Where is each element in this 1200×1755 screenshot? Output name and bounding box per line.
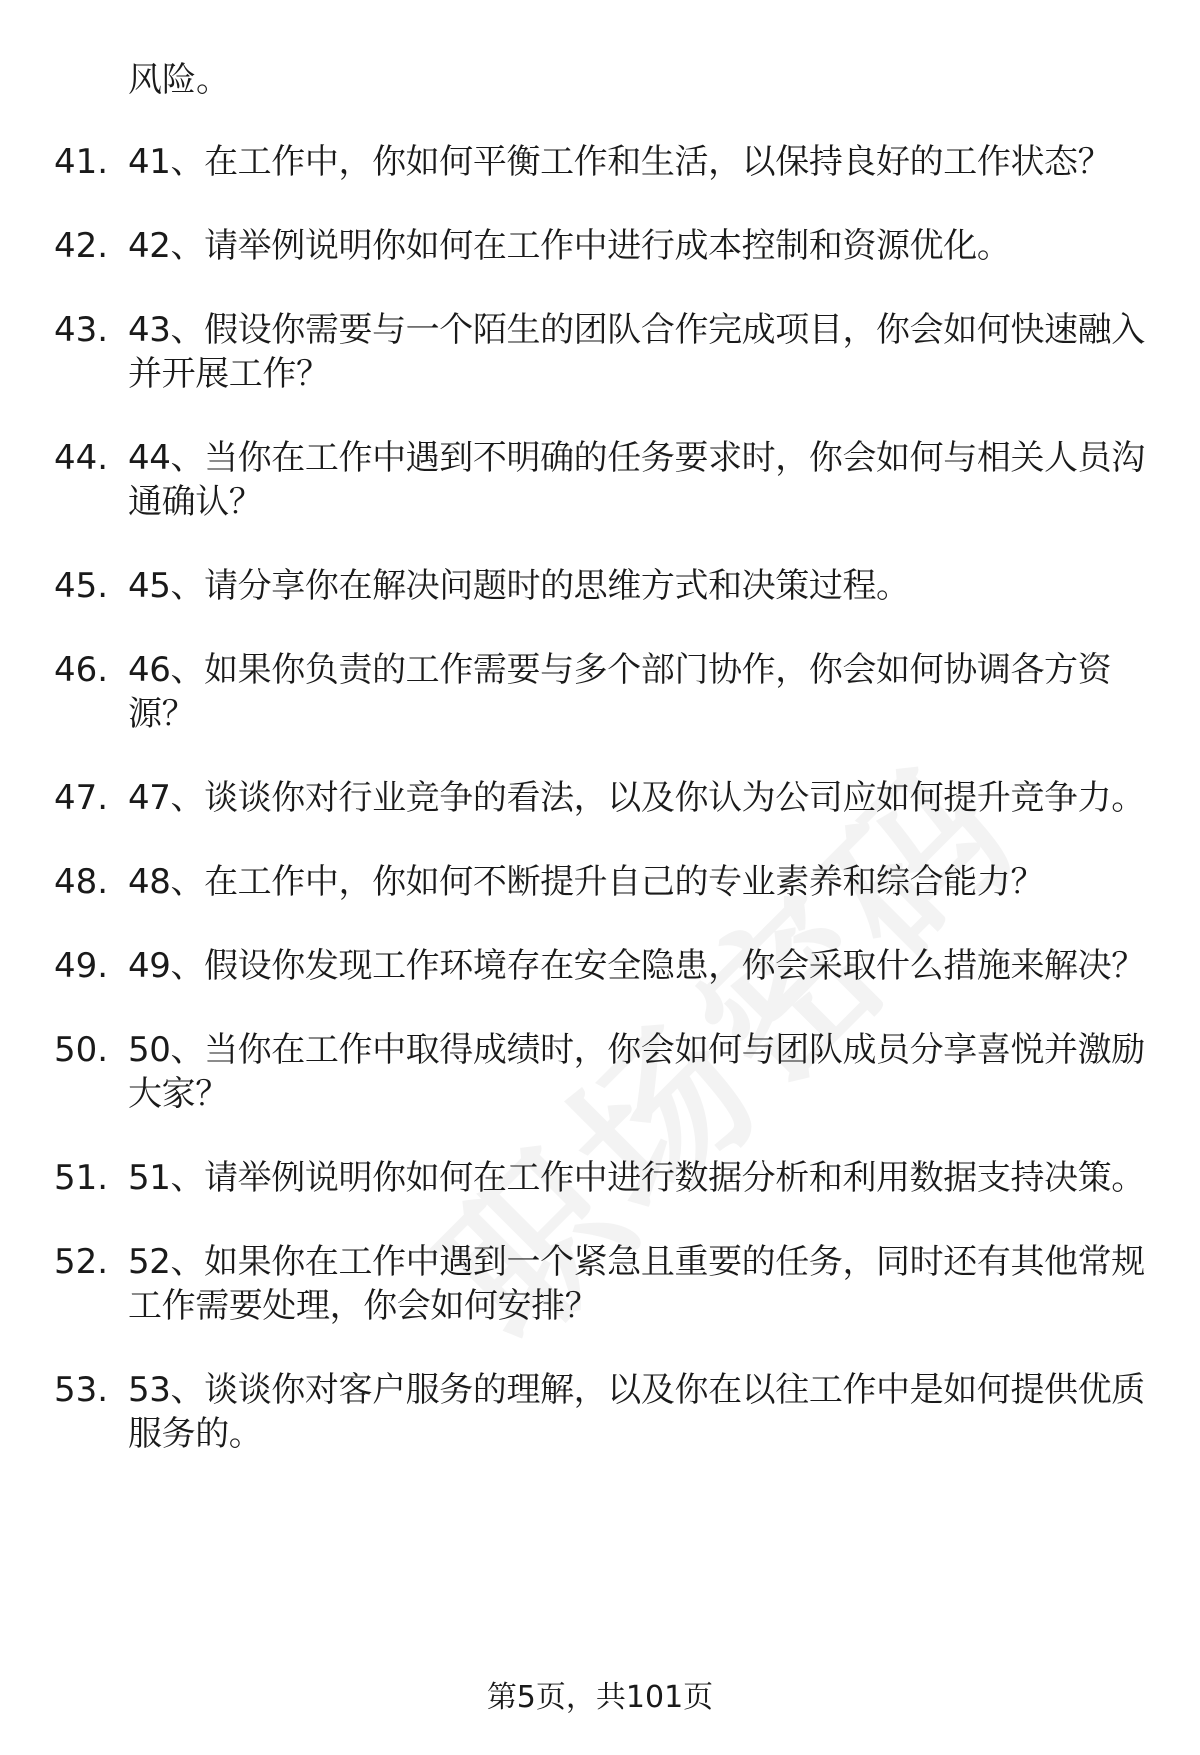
question-number: 46. bbox=[54, 650, 109, 690]
question-item bbox=[54, 860, 1154, 904]
question-item bbox=[54, 648, 1154, 736]
question-item bbox=[54, 1240, 1154, 1328]
question-number: 49. bbox=[54, 946, 109, 986]
question-text: 50、当你在工作中取得成绩时，你会如何与团队成员分享喜悦并激励大家？ bbox=[128, 1030, 1145, 1114]
question-text: 42、请举例说明你如何在工作中进行成本控制和资源优化。 bbox=[128, 226, 1011, 266]
question-item bbox=[54, 436, 1154, 524]
question-number: 45. bbox=[54, 566, 109, 606]
question-text: 47、谈谈你对行业竞争的看法，以及你认为公司应如何提升竞争力。 bbox=[128, 778, 1145, 818]
question-text: 44、当你在工作中遇到不明确的任务要求时，你会如何与相关人员沟通确认？ bbox=[128, 438, 1145, 522]
question-text: 43、假设你需要与一个陌生的团队合作完成项目，你会如何快速融入并开展工作？ bbox=[128, 310, 1145, 394]
question-text: 52、如果你在工作中遇到一个紧急且重要的任务，同时还有其他常规工作需要处理，你会如何安排？ bbox=[128, 1242, 1145, 1326]
question-number: 44. bbox=[54, 438, 109, 478]
continuation-text: 风险。 bbox=[128, 60, 230, 100]
question-number: 42. bbox=[54, 226, 109, 266]
question-item bbox=[54, 776, 1154, 820]
page-footer: 第5页，共101页 bbox=[486, 1680, 714, 1715]
question-number: 52. bbox=[54, 1242, 109, 1282]
question-item bbox=[54, 1368, 1154, 1456]
question-item bbox=[54, 1156, 1154, 1200]
question-text: 51、请举例说明你如何在工作中进行数据分析和利用数据支持决策。 bbox=[128, 1158, 1145, 1198]
question-number: 41. bbox=[54, 142, 109, 182]
question-number: 51. bbox=[54, 1158, 109, 1198]
question-item bbox=[54, 1028, 1154, 1116]
question-text: 49、假设你发现工作环境存在安全隐患，你会采取什么措施来解决？ bbox=[128, 946, 1145, 986]
question-item bbox=[54, 944, 1154, 988]
question-number: 47. bbox=[54, 778, 109, 818]
question-item bbox=[54, 308, 1154, 396]
question-text: 48、在工作中，你如何不断提升自己的专业素养和综合能力？ bbox=[128, 862, 1045, 902]
question-number: 53. bbox=[54, 1370, 109, 1410]
question-item bbox=[54, 564, 1154, 608]
question-text: 41、在工作中，你如何平衡工作和生活，以保持良好的工作状态？ bbox=[128, 142, 1112, 182]
question-text: 53、谈谈你对客户服务的理解，以及你在以往工作中是如何提供优质服务的。 bbox=[128, 1370, 1145, 1454]
question-text: 45、请分享你在解决问题时的思维方式和决策过程。 bbox=[128, 566, 910, 606]
question-number: 50. bbox=[54, 1030, 109, 1070]
question-item bbox=[54, 224, 1154, 268]
question-number: 43. bbox=[54, 310, 109, 350]
question-text: 46、如果你负责的工作需要与多个部门协作，你会如何协调各方资源？ bbox=[128, 650, 1112, 734]
question-number: 48. bbox=[54, 862, 109, 902]
question-item bbox=[54, 140, 1154, 184]
question-list bbox=[54, 58, 1154, 1496]
